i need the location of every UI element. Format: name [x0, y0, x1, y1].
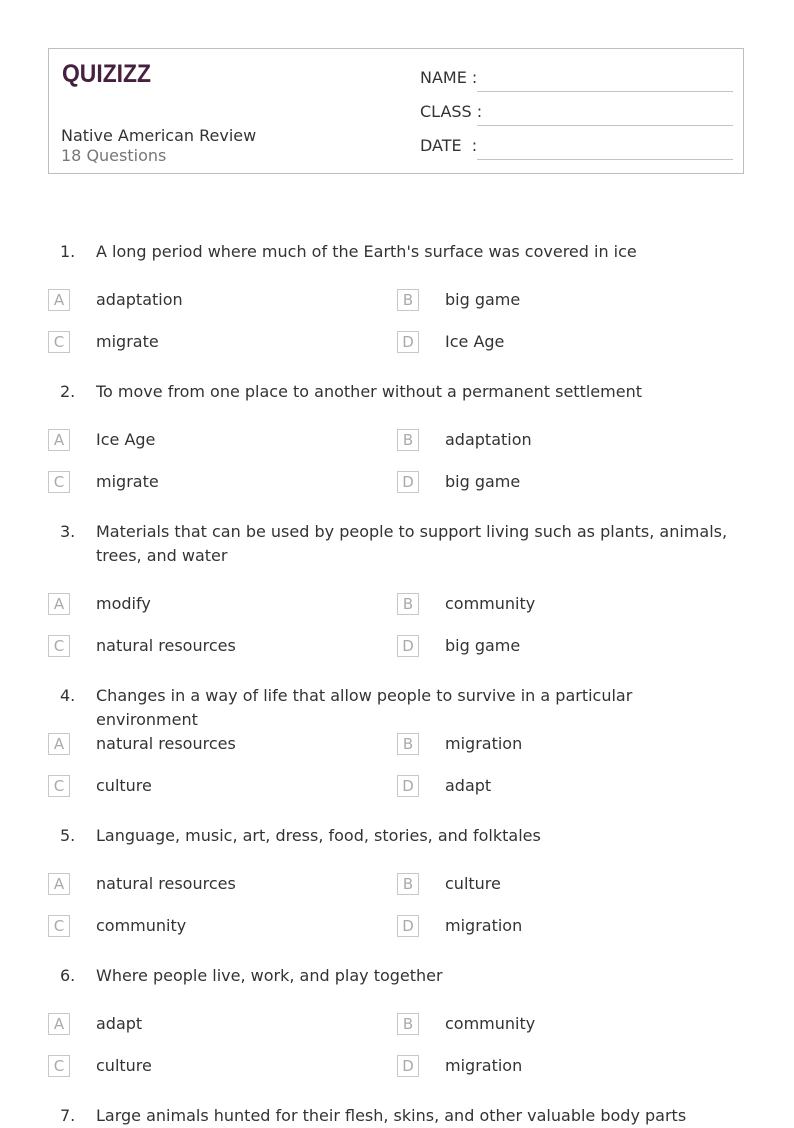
- question-number: 7.: [60, 1106, 76, 1125]
- option-letter-box[interactable]: B: [397, 429, 419, 451]
- date-label: DATE :: [420, 136, 478, 155]
- option-letter-box[interactable]: A: [48, 1013, 70, 1035]
- option-text: adapt: [445, 776, 492, 795]
- option-letter-box[interactable]: C: [48, 471, 70, 493]
- option-text: culture: [445, 874, 501, 893]
- option-text: big game: [445, 290, 521, 309]
- option-text: natural resources: [96, 734, 236, 753]
- option-text: community: [445, 594, 536, 613]
- question-number: 4.: [60, 686, 76, 705]
- option-text: big game: [445, 636, 521, 655]
- option-text: culture: [96, 776, 152, 795]
- question-text: Changes in a way of life that allow people to survive in a particular environment: [96, 686, 633, 729]
- option-letter-box[interactable]: C: [48, 915, 70, 937]
- option-letter-box[interactable]: B: [397, 873, 419, 895]
- option-letter-box[interactable]: C: [48, 775, 70, 797]
- name-field[interactable]: [420, 68, 733, 92]
- option-text: natural resources: [96, 874, 236, 893]
- question-text: To move from one place to another without a permanent settlement: [96, 382, 642, 401]
- question-text: Materials that can be used by people to support living such as plants, animals, trees, and water: [96, 522, 728, 565]
- question-number: 5.: [60, 826, 76, 845]
- option-letter-box[interactable]: A: [48, 289, 70, 311]
- option-letter-box[interactable]: A: [48, 873, 70, 895]
- option-letter-box[interactable]: A: [48, 429, 70, 451]
- date-line[interactable]: [477, 159, 733, 160]
- option-text: community: [96, 916, 187, 935]
- option-text: migration: [445, 916, 523, 935]
- question-text: Where people live, work, and play together: [96, 966, 443, 985]
- option-letter-box[interactable]: B: [397, 289, 419, 311]
- class-field[interactable]: [420, 102, 733, 126]
- option-letter-box[interactable]: C: [48, 635, 70, 657]
- name-label: NAME :: [420, 68, 478, 87]
- option-letter-box[interactable]: D: [397, 915, 419, 937]
- question-text: Large animals hunted for their flesh, skins, and other valuable body parts: [96, 1106, 687, 1125]
- option-text: adapt: [96, 1014, 143, 1033]
- option-letter-box[interactable]: B: [397, 1013, 419, 1035]
- option-letter-box[interactable]: C: [48, 1055, 70, 1077]
- option-text: modify: [96, 594, 151, 613]
- name-line[interactable]: [477, 91, 733, 92]
- option-text: migrate: [96, 472, 159, 491]
- question-number: 6.: [60, 966, 76, 985]
- option-letter-box[interactable]: D: [397, 635, 419, 657]
- option-text: community: [445, 1014, 536, 1033]
- option-text: adaptation: [96, 290, 183, 309]
- worksheet-title: Native American Review: [61, 126, 257, 145]
- option-letter-box[interactable]: A: [48, 733, 70, 755]
- option-text: big game: [445, 472, 521, 491]
- question-text: Language, music, art, dress, food, stories, and folktales: [96, 826, 541, 845]
- option-text: natural resources: [96, 636, 236, 655]
- option-text: adaptation: [445, 430, 532, 449]
- date-field[interactable]: [420, 136, 733, 160]
- option-text: Ice Age: [96, 430, 156, 449]
- option-letter-box[interactable]: D: [397, 471, 419, 493]
- option-text: migration: [445, 1056, 523, 1075]
- worksheet-header: [48, 48, 744, 174]
- option-letter-box[interactable]: A: [48, 593, 70, 615]
- option-text: Ice Age: [445, 332, 505, 351]
- question-count: 18 Questions: [61, 146, 167, 165]
- option-letter-box[interactable]: D: [397, 1055, 419, 1077]
- option-text: migration: [445, 734, 523, 753]
- quizizz-logo: [62, 59, 154, 87]
- option-letter-box[interactable]: C: [48, 331, 70, 353]
- question-text: A long period where much of the Earth's surface was covered in ice: [96, 242, 637, 261]
- question-number: 3.: [60, 522, 76, 541]
- question-number: 1.: [60, 242, 76, 261]
- option-letter-box[interactable]: D: [397, 775, 419, 797]
- question-number: 2.: [60, 382, 76, 401]
- option-letter-box[interactable]: B: [397, 733, 419, 755]
- option-text: culture: [96, 1056, 152, 1075]
- option-letter-box[interactable]: B: [397, 593, 419, 615]
- class-label: CLASS :: [420, 102, 483, 121]
- svg-text:QUIZIZZ: QUIZIZZ: [62, 60, 151, 87]
- option-letter-box[interactable]: D: [397, 331, 419, 353]
- class-line[interactable]: [477, 125, 733, 126]
- option-text: migrate: [96, 332, 159, 351]
